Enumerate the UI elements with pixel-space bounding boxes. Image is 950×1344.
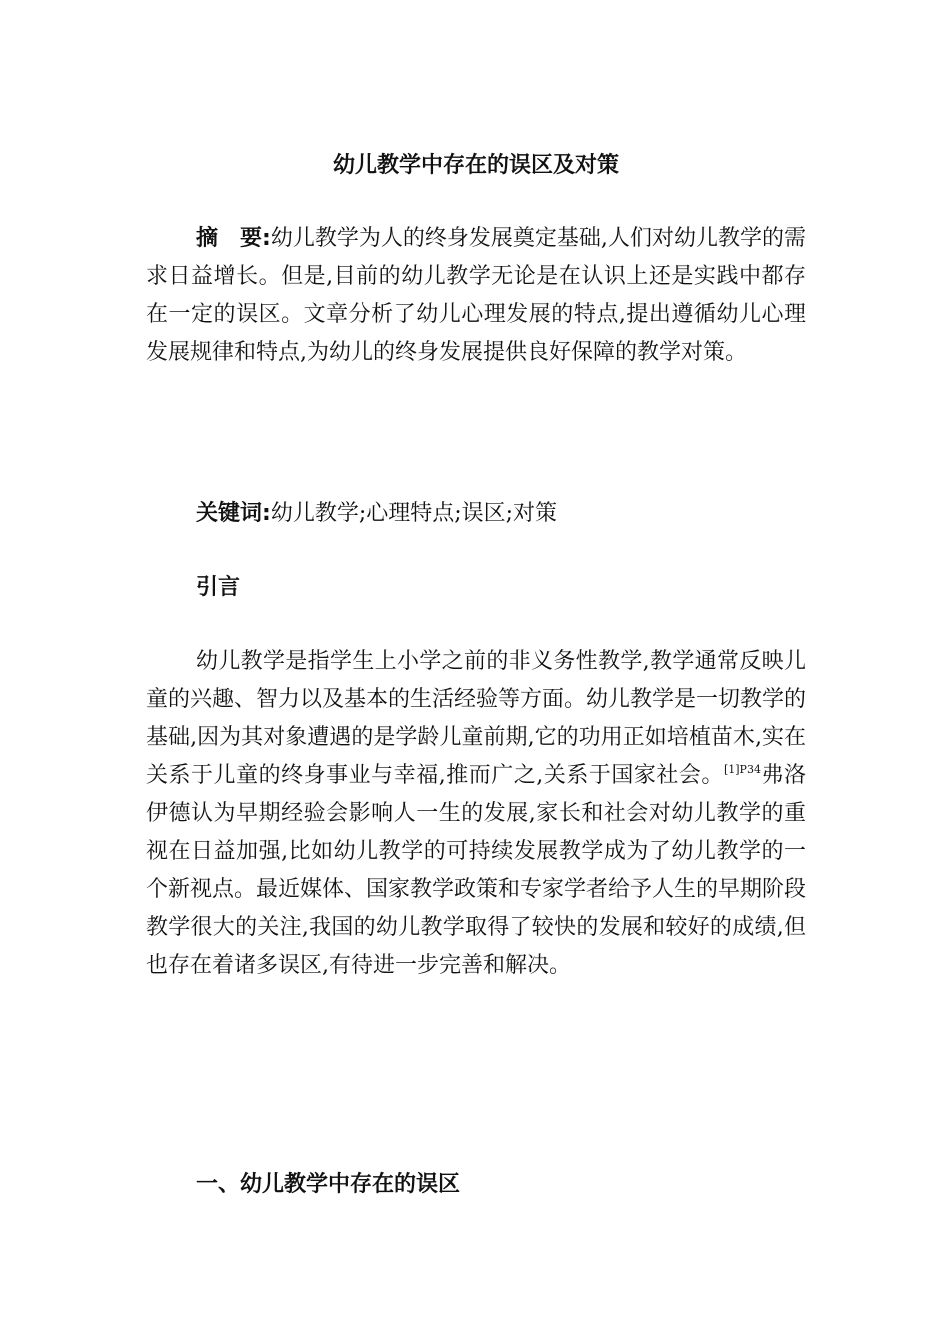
citation-marker: [1]P34 <box>723 763 761 776</box>
section-heading-1: 一、幼儿教学中存在的误区 <box>196 1172 461 1197</box>
keywords-paragraph <box>146 495 806 533</box>
intro-text-part2: 弗洛伊德认为早期经验会影响人一生的发展,家长和社会对幼儿教学的重视在日益加强,比如幼儿教学的可持续发展教学成为了幼儿教学的一个新视点。最近媒体、国家教学政策和专家学者给予人生的早期阶段教学很大的关注,我国的幼儿教学取得了较快的发展和较好的成绩,但也存在着诸多误区,有待进一步完善和解决。 <box>146 763 807 978</box>
abstract-text: 幼儿教学为人的终身发展奠定基础,人们对幼儿教学的需求日益增长。但是,目前的幼儿教学无论是在认识上还是实践中都存在一定的误区。文章分析了幼儿心理发展的特点,提出遵循幼儿心理发展规律和特点,为幼儿的终身发展提供良好保障的教学对策。 <box>146 226 806 365</box>
abstract-label: 摘 要: <box>196 226 271 251</box>
intro-paragraph <box>146 643 806 985</box>
paper-title: 幼儿教学中存在的误区及对策 <box>332 153 619 178</box>
abstract-paragraph <box>146 220 806 372</box>
intro-text-part1: 幼儿教学是指学生上小学之前的非义务性教学,教学通常反映儿童的兴趣、智力以及基本的生活经验等方面。幼儿教学是一切教学的基础,因为其对象遭遇的是学龄儿童前期,它的功用正如培植苗木,实在关系于儿童的终身事业与幸福,推而广之,关系于国家社会。 <box>146 649 807 788</box>
keywords-text: 幼儿教学;心理特点;误区;对策 <box>270 501 558 526</box>
intro-heading: 引言 <box>196 575 241 600</box>
keywords-label: 关键词: <box>196 501 271 526</box>
